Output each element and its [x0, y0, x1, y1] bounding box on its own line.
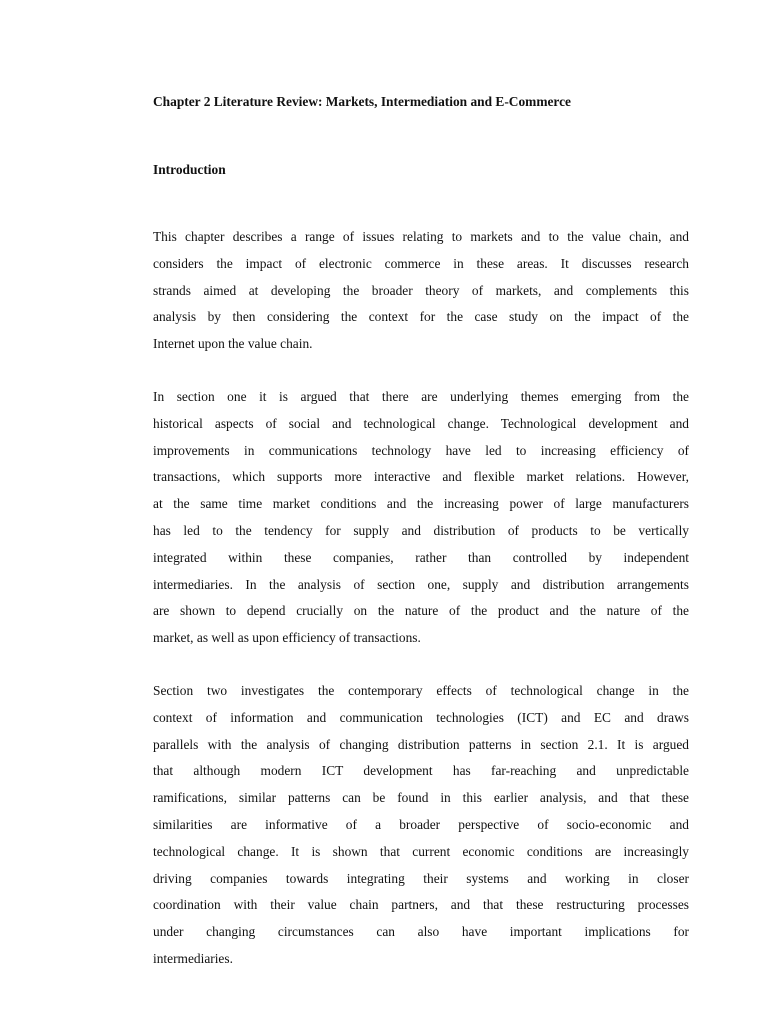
- text-line: has led to the tendency for supply and distribution of products to be vertically: [153, 522, 689, 538]
- text-line: This chapter describes a range of issues relating to markets and to the value chain, and: [153, 229, 689, 244]
- text-line: Section two investigates the contemporary effects of technological change in the: [153, 682, 689, 698]
- text-line: improvements in communications technology have led to increasing efficiency of: [153, 442, 689, 458]
- text-line: coordination with their value chain partners, and that these restructuring processes: [153, 897, 689, 913]
- text-line: historical aspects of social and technological change. Technological development and: [153, 415, 689, 431]
- section-heading-introduction: Introduction: [153, 162, 226, 177]
- chapter-title: Chapter 2 Literature Review: Markets, Intermediation and E-Commerce: [153, 94, 571, 109]
- text-line: analysis by then considering the context for the case study on the impact of the: [153, 309, 689, 325]
- text-line: market, as well as upon efficiency of transactions.: [153, 630, 421, 646]
- paragraph-2: [153, 384, 689, 652]
- text-line: strands aimed at developing the broader theory of markets, and complements this: [153, 282, 689, 298]
- paragraph-3: [153, 678, 689, 973]
- text-line: technological change. It is shown that current economic conditions are increasingly: [153, 843, 689, 859]
- text-line: at the same time market conditions and the increasing power of large manufacturers: [153, 496, 689, 512]
- text-line: are shown to depend crucially on the nature of the product and the nature of the: [153, 603, 689, 619]
- text-line: In section one it is argued that there are underlying themes emerging from the: [153, 388, 689, 404]
- text-line: under changing circumstances can also have important implications for: [153, 924, 689, 940]
- text-line: context of information and communication technologies (ICT) and EC and draws: [153, 709, 689, 725]
- text-line: considers the impact of electronic commerce in these areas. It discusses research: [153, 255, 689, 271]
- paragraph-1: [153, 224, 689, 358]
- text-line: ramifications, similar patterns can be found in this earlier analysis, and that these: [153, 790, 689, 806]
- text-line: parallels with the analysis of changing distribution patterns in section 2.1. It is argued: [153, 736, 689, 752]
- text-line: that although modern ICT development has far-reaching and unpredictable: [153, 763, 689, 779]
- text-line: intermediaries.: [153, 950, 233, 966]
- text-line: intermediaries. In the analysis of section one, supply and distribution arrangements: [153, 576, 689, 592]
- text-line: similarities are informative of a broader perspective of socio-economic and: [153, 816, 689, 832]
- text-line: integrated within these companies, rather than controlled by independent: [153, 549, 689, 565]
- text-line: transactions, which supports more interactive and flexible market relations. However,: [153, 469, 689, 485]
- text-line: Internet upon the value chain.: [153, 336, 313, 352]
- document-page: [153, 92, 689, 973]
- text-line: driving companies towards integrating their systems and working in closer: [153, 870, 689, 886]
